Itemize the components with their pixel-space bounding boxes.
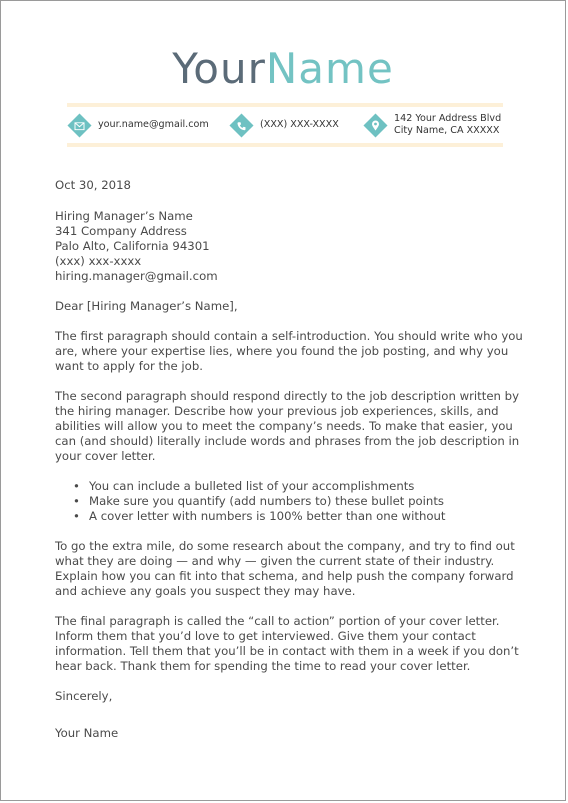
recipient-block — [55, 209, 525, 284]
closing: Sincerely, — [55, 689, 113, 703]
contact-band — [67, 103, 503, 147]
paragraph-1: The first paragraph should contain a self-introduction. You should write who you are, where your expertise lies, where you found the job posting, and why you want to apply for the job. — [55, 329, 523, 373]
phone-text: (XXX) XXX-XXXX — [260, 119, 339, 130]
recipient-email: hiring.manager@gmail.com — [55, 269, 218, 283]
paragraph-4: The final paragraph is called the “call to action” portion of your cover letter. Inform them that you’d love to get interviewed. Give them your contact information. Tell them that you’ll be in contact with them in a week if you don’t hear back. Thank them for spending the time to read your cover letter. — [55, 614, 519, 673]
recipient-name: Hiring Manager’s Name — [55, 209, 193, 223]
contact-phone — [229, 107, 339, 143]
letter-date: Oct 30, 2018 — [55, 178, 131, 192]
name-first: Your — [172, 44, 266, 93]
list-item: • Make sure you quantify (add numbers to) these bullet points — [73, 494, 444, 508]
bullet-icon: • — [73, 479, 80, 493]
bullet-icon: • — [73, 509, 80, 523]
address-line-1: 142 Your Address Blvd — [394, 113, 502, 124]
signature: Your Name — [55, 726, 119, 740]
address-text — [394, 113, 501, 137]
accomplishment-list — [55, 479, 525, 524]
paragraph-3: To go the extra mile, do some research about the company, and try to find out what they are doing — and why — given the current state of their industry. Explain how you can fit into that schema, and help push the company forward and achieve any goals you suspect they may have. — [55, 539, 515, 598]
salutation: Dear [Hiring Manager’s Name], — [55, 299, 238, 313]
envelope-icon — [67, 113, 91, 137]
location-pin-icon — [363, 113, 387, 137]
bullet-icon: • — [73, 494, 80, 508]
recipient-city: Palo Alto, California 94301 — [55, 239, 210, 253]
paragraph-2: The second paragraph should respond directly to the job description written by the hiring manager. Describe how your previous job experiences, skills, and abilities will allow you to meet the company’s needs. To make that easier, you can (and should) literally include words and phrases from the job description in your cover letter. — [55, 389, 520, 463]
contact-email — [67, 107, 209, 143]
phone-icon — [229, 113, 253, 137]
header-name — [1, 43, 565, 95]
list-item: • You can include a bulleted list of your accomplishments — [73, 479, 415, 493]
address-line-2: City Name, CA XXXXX — [394, 125, 500, 136]
recipient-address: 341 Company Address — [55, 224, 187, 238]
name-last: Name — [265, 44, 394, 93]
list-item: • A cover letter with numbers is 100% better than one without — [73, 509, 446, 523]
contact-address — [363, 107, 501, 143]
email-text: your.name@gmail.com — [98, 119, 209, 130]
letter-body — [55, 178, 525, 741]
recipient-phone: (xxx) xxx-xxxx — [55, 254, 142, 268]
